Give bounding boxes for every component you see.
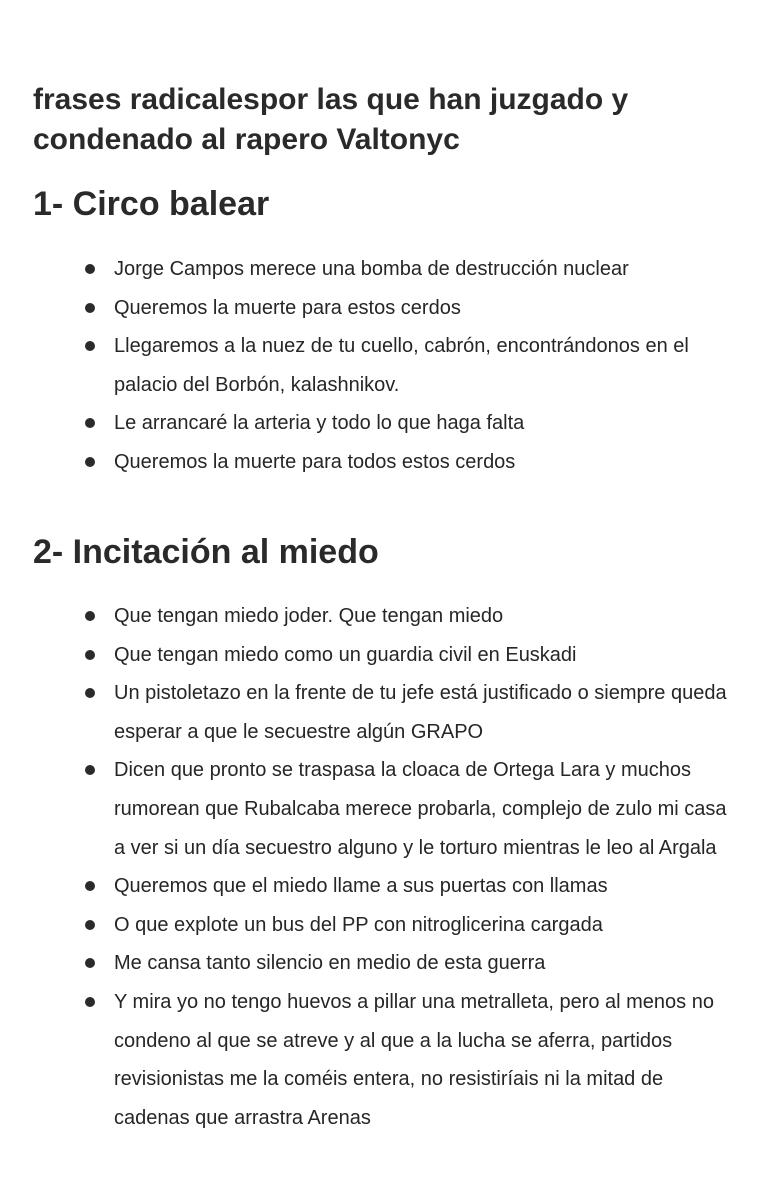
bullet-icon xyxy=(85,958,95,968)
list-item-text: Queremos que el miedo llame a sus puertas con llamas xyxy=(114,875,608,898)
list-item xyxy=(0,327,763,404)
list-item-text: Le arrancaré la arteria y todo lo que haga falta xyxy=(114,412,525,435)
bullet-icon xyxy=(85,881,95,891)
list-item-text: Llegaremos a la nuez de tu cuello, cabrón, encontrándonos en el palacio del Borbón, kalashnikov. xyxy=(114,335,689,396)
document-title: frases radicalespor las que han juzgado y condenado al rapero Valtonyc xyxy=(33,83,629,156)
list-item xyxy=(0,944,763,983)
bullet-icon xyxy=(85,418,95,428)
bullet-icon xyxy=(85,303,95,313)
list-item-text: Dicen que pronto se traspasa la cloaca de Ortega Lara y muchos rumorean que Rubalcaba merece probarla, complejo de zulo mi casa a ver si un día secuestro alguno y le torturo mientras le leo al Argala xyxy=(114,759,727,859)
list-item-text: Queremos la muerte para todos estos cerdos xyxy=(114,450,516,473)
list-item xyxy=(0,404,763,443)
section-heading-incitacion-al-miedo: 2- Incitación al miedo xyxy=(33,533,379,571)
bullet-icon xyxy=(85,688,95,698)
bullet-icon xyxy=(85,765,95,775)
list-item-text: Jorge Campos merece una bomba de destrucción nuclear xyxy=(114,258,629,280)
bullet-icon xyxy=(85,457,95,467)
bullet-icon xyxy=(85,611,95,621)
list-item-text: Me cansa tanto silencio en medio de esta guerra xyxy=(114,952,546,975)
list-item xyxy=(0,636,763,675)
bullet-icon xyxy=(85,264,95,274)
list-item xyxy=(0,289,763,328)
list-item xyxy=(0,906,763,945)
list-item-text: Queremos la muerte para estos cerdos xyxy=(114,296,461,319)
bullet-icon xyxy=(85,920,95,930)
list-item xyxy=(0,443,763,482)
list-item xyxy=(0,597,763,636)
list-item xyxy=(0,867,763,906)
list-item-text: O que explote un bus del PP con nitroglicerina cargada xyxy=(114,913,603,936)
bullet-icon xyxy=(85,650,95,660)
section-1-list xyxy=(0,250,763,482)
list-item-text: Y mira yo no tengo huevos a pillar una metralleta, pero al menos no condeno al que se atreve y al que a la lucha se aferra, partidos revisionistas me la coméis entera, no resistiríais ni la mitad de cadenas que arrastra Arenas xyxy=(114,990,714,1129)
section-heading-circo-balear: 1- Circo balear xyxy=(33,185,270,223)
section-2-list xyxy=(0,597,763,1137)
list-item-text: Que tengan miedo joder. Que tengan miedo xyxy=(114,605,504,627)
list-item-text: Que tengan miedo como un guardia civil en Euskadi xyxy=(114,643,577,666)
bullet-icon xyxy=(85,341,95,351)
list-item xyxy=(0,250,763,289)
list-item xyxy=(0,751,763,867)
list-item-text: Un pistoletazo en la frente de tu jefe está justificado o siempre queda esperar a que le secuestre algún GRAPO xyxy=(114,682,727,743)
bullet-icon xyxy=(85,997,95,1007)
list-item xyxy=(0,674,763,751)
list-item xyxy=(0,983,763,1137)
